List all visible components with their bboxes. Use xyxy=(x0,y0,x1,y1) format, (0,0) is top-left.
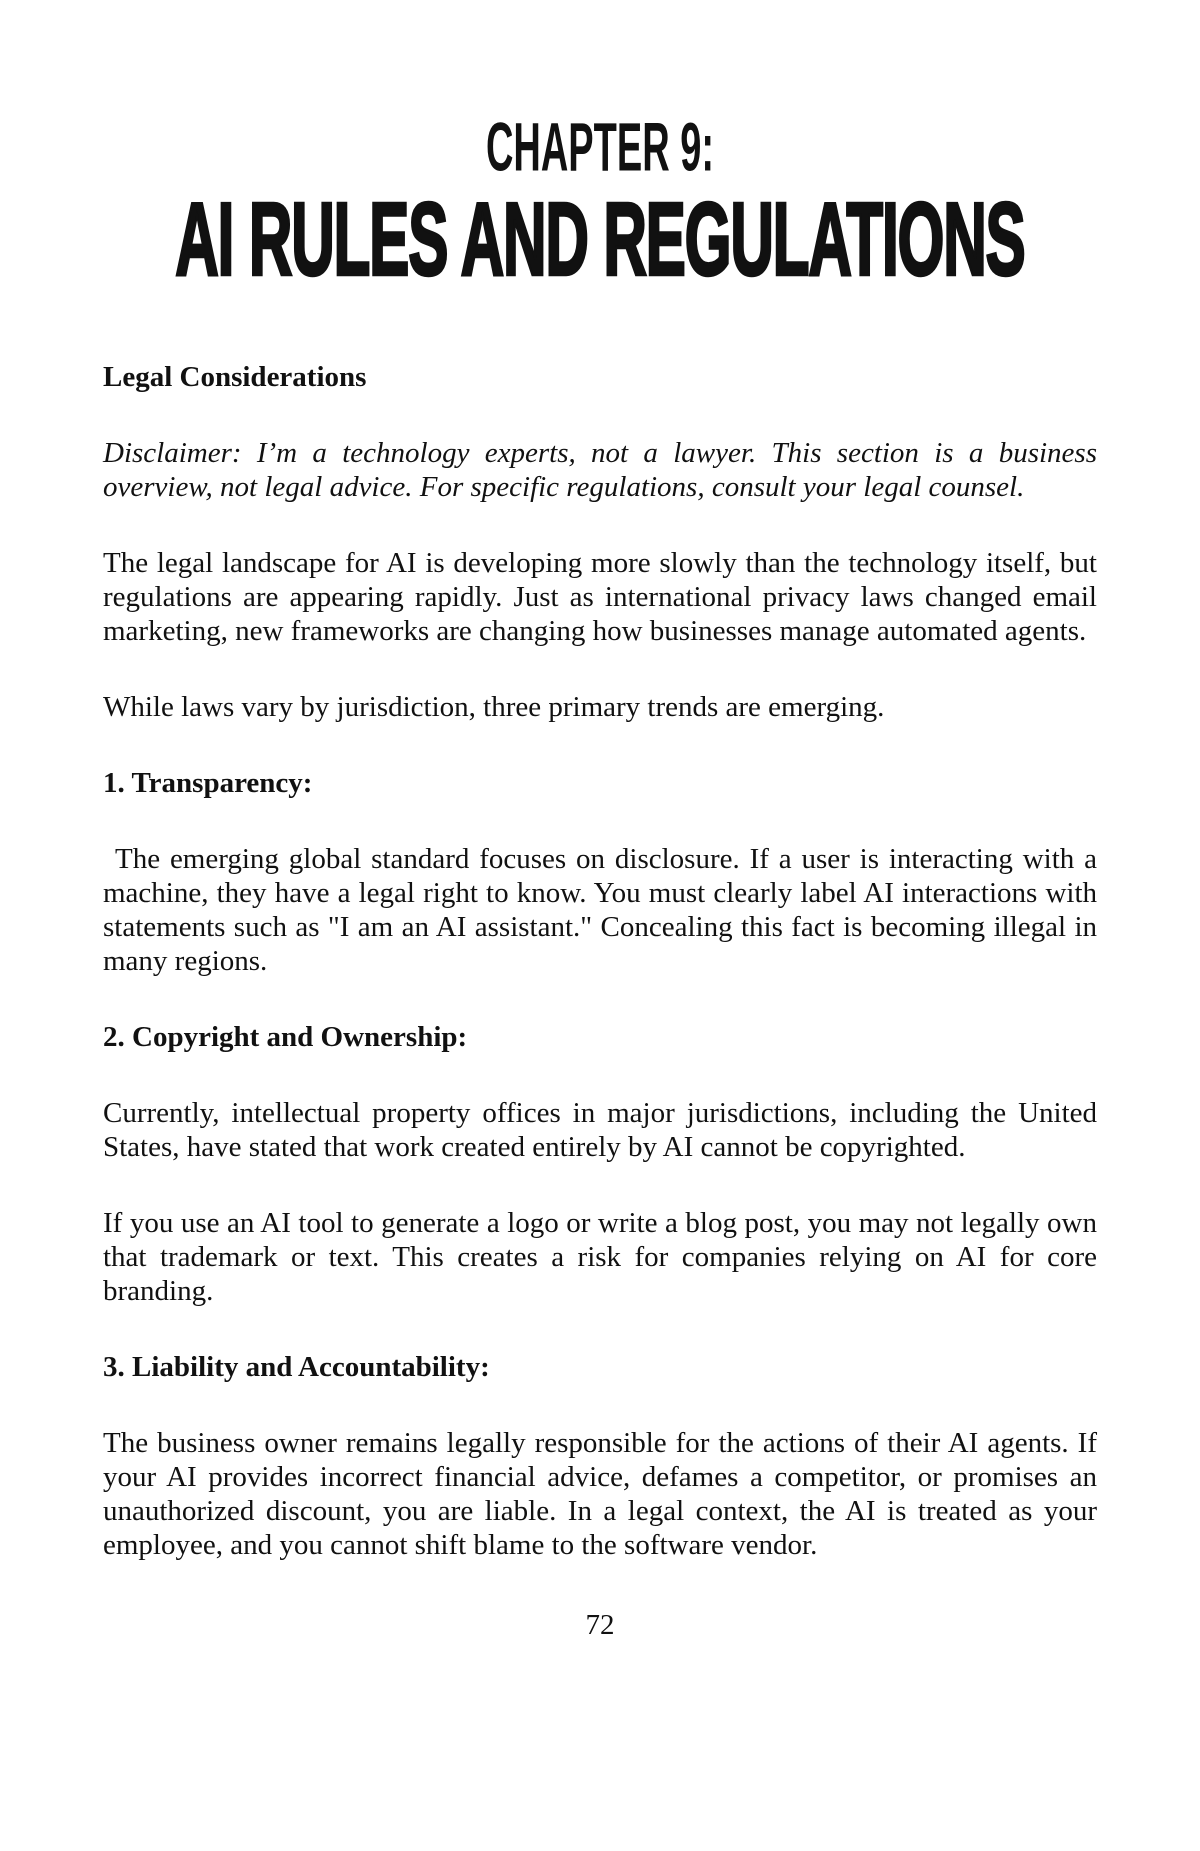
subheading-copyright-ownership: 2. Copyright and Ownership: xyxy=(103,1021,468,1053)
chapter-header xyxy=(103,111,1097,297)
paragraph-three-trends: While laws vary by jurisdiction, three primary trends are emerging. xyxy=(103,691,885,723)
paragraph-liability: The business owner remains legally responsible for the actions of their AI agents. If your AI provides incorrect financial advice, defames a competitor, or promises an unauthorized discount, you are liable. In a legal context, the AI is treated as your employee, and you cannot shift blame to the software vendor. xyxy=(103,1427,1097,1561)
subheading-transparency: 1. Transparency: xyxy=(103,767,313,799)
paragraph-copyright-offices: Currently, intellectual property offices in major jurisdictions, including the United States, have stated that work created entirely by AI cannot be copyrighted. xyxy=(103,1097,1097,1163)
section-heading-legal-considerations: Legal Considerations xyxy=(103,361,367,393)
paragraph-legal-landscape: The legal landscape for AI is developing more slowly than the technology itself, but regulations are appearing rapidly. Just as international privacy laws changed email marketing, new frameworks are changing how businesses manage automated agents. xyxy=(103,547,1097,647)
page-number: 72 xyxy=(585,1609,615,1641)
paragraph-transparency: The emerging global standard focuses on disclosure. If a user is interacting with a machine, they have a legal right to know. You must clearly label AI interactions with statements such as "I am an AI assistant." Concealing this fact is becoming illegal in many regions. xyxy=(103,843,1097,977)
subheading-liability-accountability: 3. Liability and Accountability: xyxy=(103,1351,490,1383)
paragraph-copyright-risk: If you use an AI tool to generate a logo or write a blog post, you may not legally own that trademark or text. This creates a risk for companies relying on AI for core branding. xyxy=(103,1207,1097,1307)
page-footer xyxy=(103,1608,1097,1642)
chapter-title-text: AI RULES AND REGULATIONS xyxy=(175,181,1025,297)
chapter-kicker-text: CHAPTER 9: xyxy=(485,111,715,187)
page-body xyxy=(103,360,1097,1562)
chapter-title xyxy=(103,181,1097,297)
disclaimer-paragraph: Disclaimer: I’m a technology experts, not a lawyer. This section is a business overview, not legal advice. For specific regulations, consult your legal counsel. xyxy=(103,437,1097,503)
